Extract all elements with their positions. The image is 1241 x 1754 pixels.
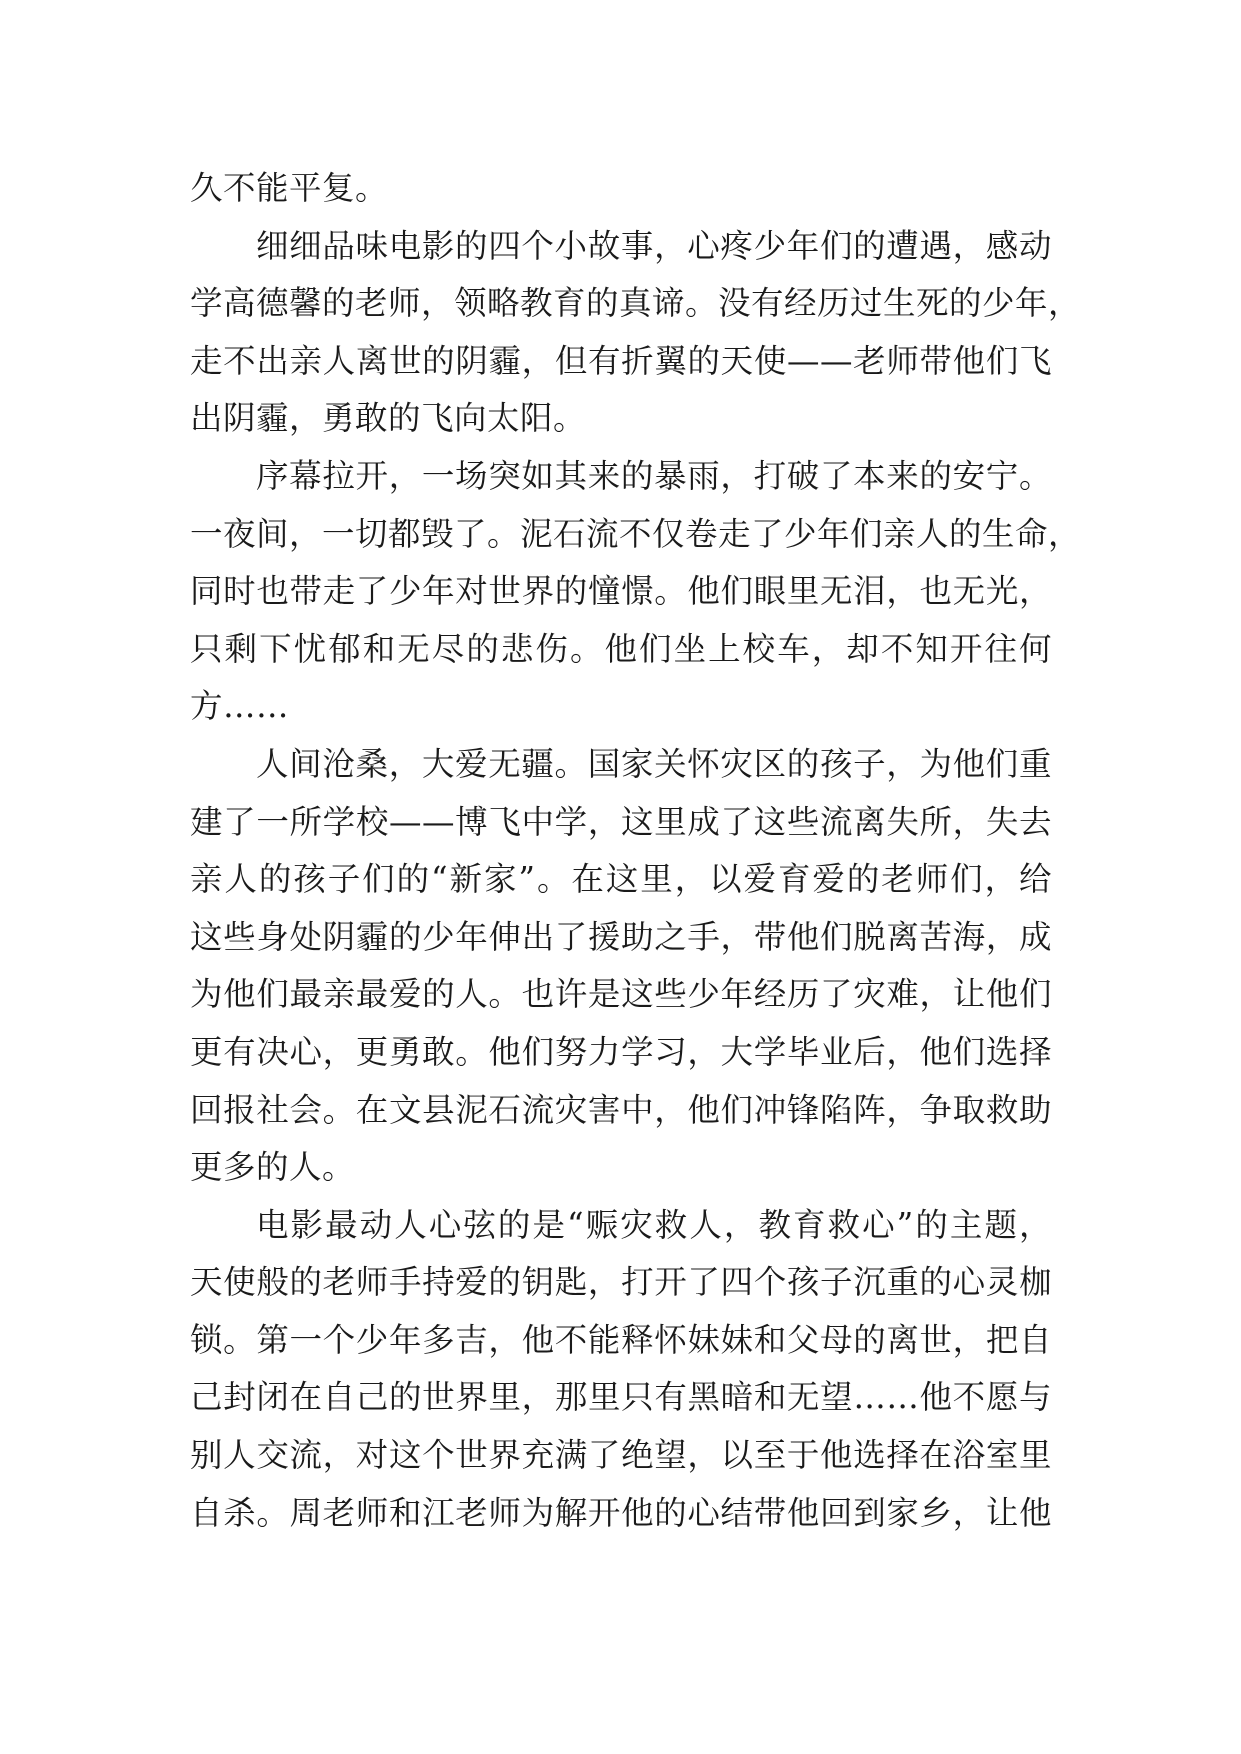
text-line: 走不出亲人离世的阴霾，但有折翼的天使——老师带他们飞	[190, 341, 1052, 380]
paragraph	[190, 218, 1082, 448]
text-line: 方……	[190, 687, 290, 726]
text-line: 学高德馨的老师，领略教育的真谛。没有经历过生死的少年，	[190, 284, 1082, 323]
text-line: 更有决心，更勇敢。他们努力学习，大学毕业后，他们选择	[190, 1032, 1052, 1071]
text-line: 这些身处阴霾的少年伸出了援助之手，带他们脱离苦海，成	[190, 917, 1052, 956]
text-line: 电影最动人心弦的是“赈灾救人，教育救心”的主题，	[256, 1205, 1052, 1244]
text-line: 一夜间，一切都毁了。泥石流不仅卷走了少年们亲人的生命，	[190, 514, 1082, 553]
text-line: 天使般的老师手持爱的钥匙，打开了四个孩子沉重的心灵枷	[190, 1263, 1052, 1302]
text-line: 己封闭在自己的世界里，那里只有黑暗和无望……他不愿与	[190, 1378, 1052, 1417]
paragraph	[190, 736, 1052, 1197]
text-line: 同时也带走了少年对世界的憧憬。他们眼里无泪，也无光，	[190, 572, 1052, 611]
text-line: 人间沧桑，大爱无疆。国家关怀灾区的孩子，为他们重	[256, 744, 1052, 783]
text-line: 序幕拉开，一场突如其来的暴雨，打破了本来的安宁。	[256, 456, 1052, 495]
text-line: 自杀。周老师和江老师为解开他的心结带他回到家乡，让他	[190, 1493, 1052, 1532]
text-line: 回报社会。在文县泥石流灾害中，他们冲锋陷阵，争取救助	[190, 1090, 1052, 1129]
document-body	[190, 160, 1082, 1542]
text-line: 出阴霾，勇敢的飞向太阳。	[190, 399, 587, 438]
paragraph	[190, 1197, 1052, 1543]
text-line: 建了一所学校——博飞中学，这里成了这些流离失所，失去	[190, 802, 1052, 841]
text-line: 久不能平复。	[190, 169, 389, 207]
text-line: 亲人的孩子们的“新家”。在这里，以爱育爱的老师们，给	[190, 860, 1052, 899]
text-line: 为他们最亲最爱的人。也许是这些少年经历了灾难，让他们	[190, 975, 1052, 1014]
text-line: 锁。第一个少年多吉，他不能释怀妹妹和父母的离世，把自	[190, 1320, 1052, 1359]
text-line: 更多的人。	[190, 1148, 356, 1187]
paragraph	[190, 160, 1052, 218]
text-line: 细细品味电影的四个小故事，心疼少年们的遭遇，感动	[256, 226, 1052, 265]
paragraph	[190, 448, 1082, 736]
text-line: 别人交流，对这个世界充满了绝望，以至于他选择在浴室里	[190, 1436, 1052, 1475]
text-line: 只剩下忧郁和无尽的悲伤。他们坐上校车，却不知开往何	[190, 629, 1052, 668]
